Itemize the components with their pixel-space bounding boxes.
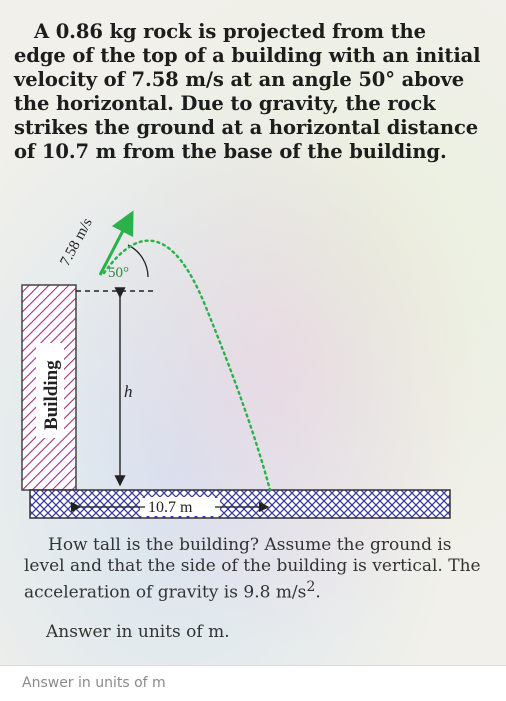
answer-bar (0, 665, 506, 701)
building-label: Building (41, 360, 62, 430)
angle-arc (128, 245, 148, 277)
problem-statement (14, 20, 484, 164)
unit-note: Answer in units of m. (46, 622, 230, 642)
problem-text: A 0.86 kg rock is projected from the edge of the top of a building with an initial velocity of 7.58 m/s at an angle 50° above the horizontal. Due to gravity, the rock strikes the ground at a horizontal distance of 10.7 m from the base of the building. (14, 20, 481, 163)
distance-label: 10.7 m (148, 499, 193, 516)
exponent: 2 (306, 579, 316, 595)
question-text: How tall is the building? Assume the ground is level and that the side of the building is vertical. The acceleration of gravity is 9.8 $m/s^2$. (24, 535, 481, 603)
answer-input[interactable] (20, 669, 494, 697)
velocity-label: 7.58 m/s (57, 215, 96, 269)
projectile-diagram (0, 185, 506, 530)
height-label: h (124, 382, 133, 401)
angle-label: 50° (108, 265, 129, 281)
ground (30, 490, 450, 518)
